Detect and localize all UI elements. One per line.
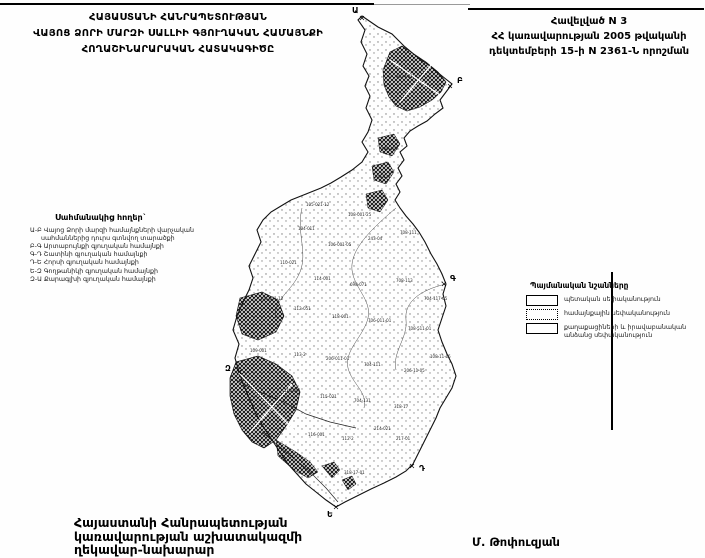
boundary-point-letter: Գ: [450, 274, 456, 283]
parcel-code-label: 109-001: [250, 348, 267, 353]
parcel-code-label: 110-001: [284, 388, 301, 393]
adjacent-lands-item: Ե-Զ Գողթանիկի գյուղական համայնքի: [30, 267, 158, 275]
approval-line1: Հայաստանի Հանրապետության: [74, 515, 288, 530]
adjacent-lands-item: Զ-Ա Քարագլխի գյուղական համայնքի: [30, 275, 156, 283]
parcel-code-label: 708-111: [400, 230, 417, 235]
legend-item-label-line1: քաղաքացիների և իրավաբանական: [564, 324, 687, 331]
parcel-code-label: 206-11-05: [404, 368, 425, 373]
map-title-line1: ՀԱՅԱՍՏԱՆԻ ՀԱՆՐԱՊԵՏՈՒԹՅԱՆ: [89, 12, 267, 23]
parcel-code-label: 112-2: [342, 436, 354, 441]
boundary-point-letter: Ա: [352, 6, 359, 15]
legend-item-label: [564, 323, 686, 339]
boundary-point-letter: Դ: [419, 464, 425, 473]
approval-line3: ղեկավար-նախարար: [74, 542, 215, 557]
parcel-code-label: 698-071: [350, 282, 367, 287]
conventional-signs-legend: [526, 281, 696, 342]
parcel-code-label: 106-001-05: [328, 242, 352, 247]
parcel-code-label: 108-001-25: [348, 212, 372, 217]
parcel-code-label: 243-04: [368, 236, 383, 241]
parcel-code-label: 103-001: [396, 74, 413, 79]
annex-line3: դեկտեմբերի 15-ի N 2361-Ն որոշման: [488, 46, 690, 57]
parcel-code-label: 318-17-01: [344, 470, 365, 475]
legend-item-label: համայնքային սեփականություն: [564, 310, 670, 317]
adjacent-lands-item: Բ-Գ Արտաբույնքի գյուղական համայնքի: [30, 243, 164, 251]
signatory-name: Մ. Թոփուզյան: [472, 535, 560, 549]
parcel-code-label: 708-511-01: [408, 326, 432, 331]
parcel-code-label: 704-117-05: [424, 296, 448, 301]
parcel-code-label: 115-021: [320, 394, 337, 399]
map-title-line2: ՎԱՅՈՑ ՁՈՐԻ ՄԱՐԶԻ ՍԱԼԼԻԻ ԳՅՈՒՂԱԿԱՆ ՀԱՄԱՅՆՔԻ: [33, 28, 323, 39]
approval-office-block: [74, 516, 302, 557]
adjacent-lands-heading: Սահմանակից հողեր`: [55, 213, 147, 222]
parcel-code-label: 704-131: [354, 398, 371, 403]
legend-item-private: [526, 323, 696, 339]
adjacent-lands-item: Գ-Դ Շատինի գյուղական համայնքի: [30, 251, 148, 259]
parcel-code-label: 112-051: [294, 306, 311, 311]
adjacent-lands-item: Ա-Բ Վայոց Ձորի մարզի համայնքների վարչական: [30, 227, 195, 235]
parcel-code-label: 105-021-12: [306, 202, 330, 207]
parcel-code-label: 706-011-01: [368, 318, 392, 323]
parcel-code-label: 106-021-12: [260, 296, 284, 301]
parcel-code-label: 318-17: [394, 404, 409, 409]
boundary-point-letter: Ե: [327, 510, 333, 519]
parcel-code-label: 206-011-01: [326, 356, 350, 361]
approval-line2: կառավարության աշխատակազմի: [74, 528, 303, 544]
parcel-code-label: 114-001: [314, 276, 331, 281]
annex-line1: Հավելված N 3: [550, 16, 628, 27]
legend-item-label-line2: անձանց սեփականություն: [564, 331, 653, 339]
legend-item-state: [526, 295, 696, 306]
parcel-code-label: 110-021: [280, 260, 297, 265]
boundary-point-letter: Բ: [457, 76, 463, 85]
parcel-code-label: 106-113: [381, 146, 398, 151]
annex-reference: [474, 14, 704, 59]
parcel-code-label: 116-001: [308, 432, 325, 437]
parcel-code-label: 217-01: [396, 436, 411, 441]
parcel-code-label: 106-114: [374, 174, 391, 179]
adjacent-lands-item: Դ-Ե Հորսի գյուղական համայնքի: [30, 259, 139, 267]
boundary-point-letter: Զ: [225, 364, 231, 373]
annex-line2: ՀՀ կառավարության 2005 թվականի: [491, 31, 687, 42]
adjacent-lands-item: սահմաններից դուրս գտնվող տարածքի: [41, 235, 175, 243]
map-title-line3: ՀՈՂԱՇԻՆԱՐԱՐԱԿԱՆ ՀԱՏԱԿԱԳԻԾԸ: [81, 44, 275, 55]
parcel-code-label: 113-2: [294, 352, 306, 357]
parcel-code-label: 104-011: [298, 226, 315, 231]
legend-item-community: [526, 309, 696, 320]
legend-title: Պայմանական նշանները: [530, 281, 629, 290]
state-ownership-swatch: [526, 295, 558, 306]
map-title: [4, 10, 352, 58]
parcel-code-label: 214-021: [374, 426, 391, 431]
adjacent-lands-legend: [30, 214, 240, 284]
parcel-code-label: 108-11-05: [430, 354, 451, 359]
legend-item-label: պետական սեփականություն: [564, 296, 661, 303]
parcel-code-label: 708-113: [396, 278, 413, 283]
parcel-code-label: 704-111: [364, 362, 381, 367]
community-ownership-swatch: [526, 309, 558, 320]
private-ownership-swatch: [526, 323, 558, 334]
parcel-code-label: 118-001: [332, 314, 349, 319]
